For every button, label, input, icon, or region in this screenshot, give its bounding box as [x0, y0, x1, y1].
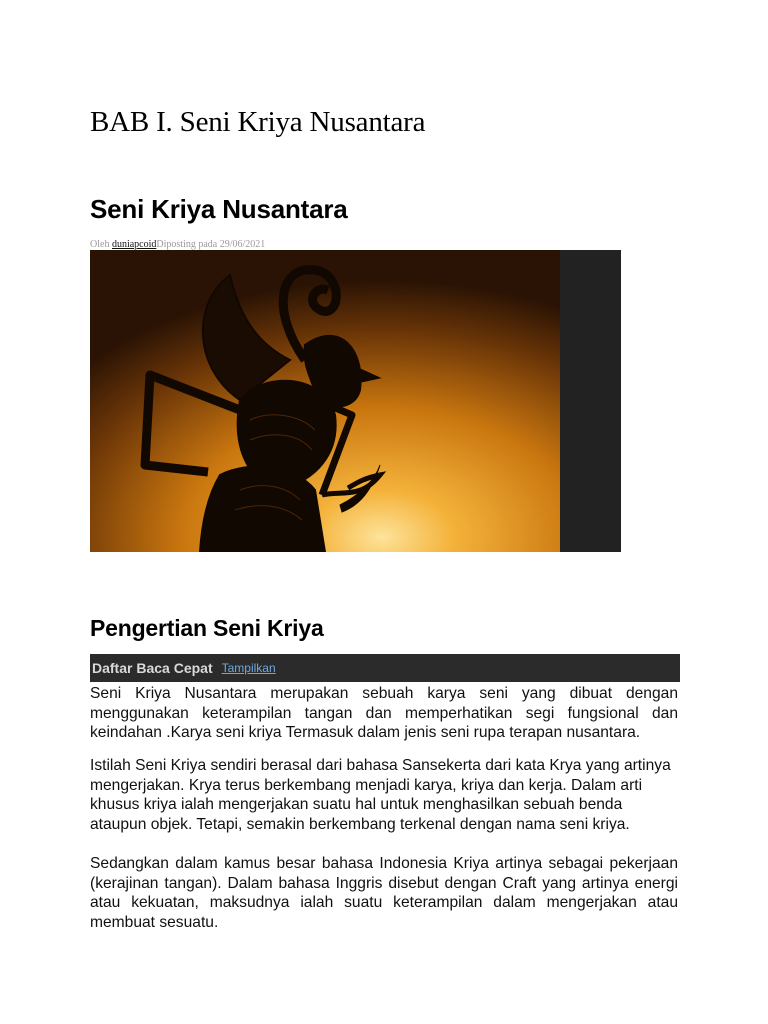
author-link[interactable]: duniapcoid	[111, 239, 157, 250]
chapter-title: BAB I. Seni Kriya Nusantara	[90, 106, 426, 138]
byline	[90, 239, 265, 250]
byline-prefix: Oleh	[90, 239, 112, 250]
paragraph-dictionary: Sedangkan dalam kamus besar bahasa Indonesia Kriya artinya sebagai pekerjaan (kerajinan tangan). Dalam bahasa Inggris disebut dengan Craft yang artinya energi atau kekuatan, maksudnya ialah suatu keterampilan dalam mengerjakan atau membuat sesuatu.	[90, 855, 678, 931]
article-title: Seni Kriya Nusantara	[90, 194, 348, 224]
paragraph-etymology: Istilah Seni Kriya sendiri berasal dari bahasa Sansekerta dari kata Krya yang artinya mengerjakan. Krya terus berkembang menjadi karya, kriya dan kerja. Dalam arti khusus kriya ialah mengerjakan suatu hal untuk menghasilkan sebuah benda ataupun objek. Tetapi, semakin berkembang terkenal dengan nama seni kriya.	[90, 757, 671, 833]
post-date: Diposting pada 29/06/2021	[156, 239, 266, 250]
table-of-contents-bar	[90, 654, 680, 682]
wayang-kulit-image	[90, 250, 621, 552]
toc-toggle-link[interactable]: Tampilkan	[221, 661, 276, 675]
section-title: Pengertian Seni Kriya	[90, 615, 324, 641]
paragraph-definition: Seni Kriya Nusantara merupakan sebuah karya seni yang dibuat dengan menggunakan keterampilan tangan dan memperhatikan segi fungsional dan keindahan .Karya seni kriya Termasuk dalam jenis seni rupa terapan nusantara.	[90, 685, 678, 742]
toc-label: Daftar Baca Cepat	[92, 660, 213, 676]
wayang-kulit-shadow-puppet-image	[90, 250, 621, 552]
